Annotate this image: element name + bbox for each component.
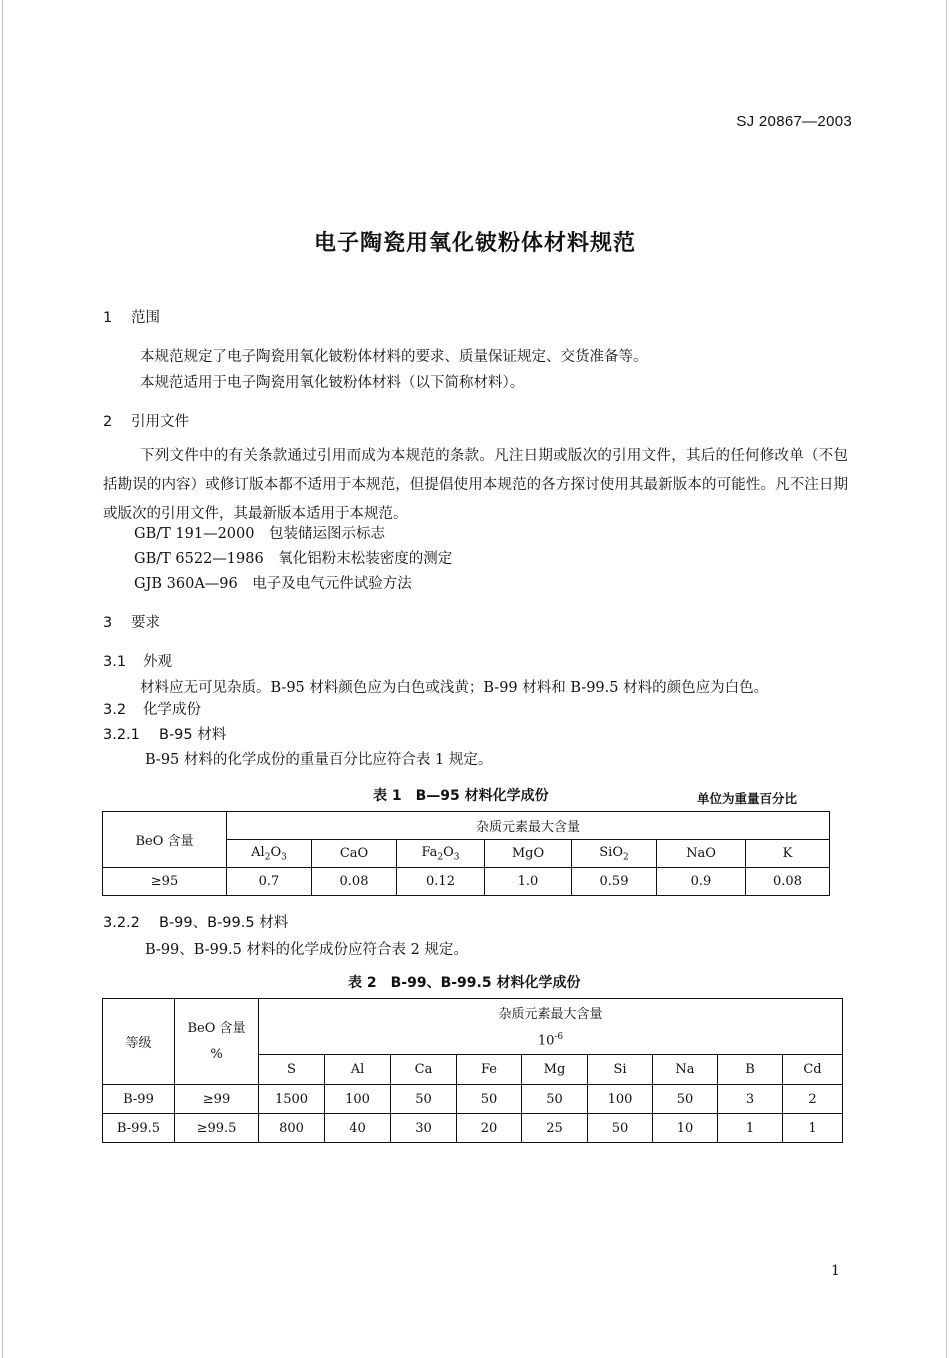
- table-1-col-nao: NaO: [657, 840, 746, 868]
- table-1-col-cao: CaO: [312, 840, 397, 868]
- table-2-cell-grade: B-99.5: [103, 1114, 175, 1143]
- table-1: [102, 811, 830, 896]
- table-2-col-b: B: [718, 1055, 783, 1085]
- table-2-cell-beo: ≥99: [175, 1085, 259, 1114]
- table-1-cell: 0.9: [657, 868, 746, 896]
- table-1-cell: 0.59: [572, 868, 657, 896]
- table-1-col-fa2o3: $Fa_2O_3$: [397, 840, 485, 868]
- table-1-beo-header: BeO 含量: [103, 812, 227, 868]
- table-1-unit: 单位为重量百分比: [697, 791, 798, 806]
- table-2-col-fe: Fe: [457, 1055, 522, 1085]
- table-1-col-mgo: MgO: [485, 840, 572, 868]
- section-title: 引用文件: [131, 414, 189, 430]
- table-2-cell: 2: [783, 1085, 843, 1114]
- table-2-cell: 50: [522, 1085, 588, 1114]
- table-2-col-al: Al: [325, 1055, 391, 1085]
- table-2-col-s: S: [259, 1055, 325, 1085]
- section-title: 外观: [143, 654, 172, 670]
- table-2-cell: 50: [653, 1085, 718, 1114]
- reference-name: 氧化铝粉末松装密度的测定: [278, 551, 453, 567]
- table-row: [103, 1114, 843, 1143]
- section-1-paragraph-2: 本规范适用于电子陶瓷用氧化铍粉体材料（以下简称材料）。: [140, 375, 525, 391]
- section-title: 要求: [131, 615, 160, 631]
- table-2-col-cd: Cd: [783, 1055, 843, 1085]
- reference-code: GB/T 6522—1986: [134, 551, 264, 567]
- table-2-caption: 表 2 B-99、B-99.5 材料化学成份: [348, 975, 581, 991]
- table-1-cell-beo: ≥95: [103, 868, 227, 896]
- section-3-1-heading: [103, 650, 172, 671]
- section-3-2-2-text: B-99、B-99.5 材料的化学成份应符合表 2 规定。: [145, 942, 468, 958]
- table-2-cell: 50: [391, 1085, 457, 1114]
- reference-name: 包装储运图示标志: [268, 526, 385, 542]
- table-1-col-k: K: [746, 840, 830, 868]
- table-row: [103, 1085, 843, 1114]
- table-2-cell: 50: [457, 1085, 522, 1114]
- section-3-2-heading: [103, 698, 201, 719]
- table-2-cell: 40: [325, 1114, 391, 1143]
- section-title: B-95 材料: [159, 727, 227, 743]
- section-3-1-text: 材料应无可见杂质。B-95 材料颜色应为白色或浅黄；B-99 材料和 B-99.5 材料的颜色应为白色。: [140, 680, 769, 696]
- table-2-group-unit: $10^{-6}$: [259, 1027, 843, 1055]
- section-number: 3.2.1: [103, 727, 140, 743]
- section-2-paragraph: 下列文件中的有关条款通过引用而成为本规范的条款。凡注日期或版次的引用文件，其后的任何修改单（不包括勘误的内容）或修订版本都不适用于本规范，但提倡使用本规范的各方探讨使用其最新版本的可能性。凡不注日期或版次的引用文件，其最新版本适用于本规范。: [103, 448, 848, 522]
- reference-code: GB/T 191—2000: [134, 526, 255, 542]
- page-edge-left: [2, 0, 3, 1358]
- reference-1: [134, 522, 385, 543]
- table-2-cell: 50: [588, 1114, 653, 1143]
- table-2-col-si: Si: [588, 1055, 653, 1085]
- table-2-beo-header: BeO 含量 %: [175, 999, 259, 1085]
- section-title: 化学成份: [143, 702, 201, 718]
- document-title: 电子陶瓷用氧化铍粉体材料规范: [313, 231, 636, 256]
- section-3-2-1-heading: [103, 723, 226, 744]
- table-1-cell: 1.0: [485, 868, 572, 896]
- section-title: 范围: [131, 310, 160, 326]
- table-1-group-header: 杂质元素最大含量: [227, 812, 830, 840]
- table-1-cell: 0.7: [227, 868, 312, 896]
- table-2-col-na: Na: [653, 1055, 718, 1085]
- section-3-2-2-heading: [103, 911, 288, 932]
- section-number: 3.2: [103, 702, 127, 718]
- table-2-col-ca: Ca: [391, 1055, 457, 1085]
- section-2-heading: [103, 410, 189, 431]
- table-2-cell-beo: ≥99.5: [175, 1114, 259, 1143]
- table-2-cell: 3: [718, 1085, 783, 1114]
- table-1-cell: 0.08: [746, 868, 830, 896]
- reference-code: GJB 360A—96: [134, 576, 238, 592]
- section-3-2-1-text: B-95 材料的化学成份的重量百分比应符合表 1 规定。: [145, 752, 493, 768]
- reference-2: [134, 547, 452, 568]
- reference-3: [134, 572, 412, 593]
- section-1-paragraph-1: 本规范规定了电子陶瓷用氧化铍粉体材料的要求、质量保证规定、交货准备等。: [140, 349, 648, 365]
- reference-name: 电子及电气元件试验方法: [252, 576, 412, 592]
- table-2-cell: 25: [522, 1114, 588, 1143]
- table-2-cell: 1: [718, 1114, 783, 1143]
- section-number: 3.1: [103, 654, 127, 670]
- section-1-heading: [103, 306, 160, 327]
- section-title: B-99、B-99.5 材料: [159, 915, 289, 931]
- table-row: [103, 868, 830, 896]
- section-number: 2: [103, 414, 113, 430]
- page-edge-right: [946, 0, 947, 1358]
- section-number: 3: [103, 615, 113, 631]
- page-number: 1: [831, 1263, 840, 1279]
- table-2-cell: 100: [588, 1085, 653, 1114]
- table-2-group-header: 杂质元素最大含量: [259, 999, 843, 1027]
- table-1-cell: 0.08: [312, 868, 397, 896]
- table-2-cell: 1500: [259, 1085, 325, 1114]
- table-2-cell: 800: [259, 1114, 325, 1143]
- table-2-cell: 20: [457, 1114, 522, 1143]
- table-1-col-al2o3: $Al_2O_3$: [227, 840, 312, 868]
- section-number: 1: [103, 310, 113, 326]
- table-1-cell: 0.12: [397, 868, 485, 896]
- table-2-cell: 100: [325, 1085, 391, 1114]
- table-2-col-mg: Mg: [522, 1055, 588, 1085]
- section-number: 3.2.2: [103, 915, 140, 931]
- table-2-cell: 10: [653, 1114, 718, 1143]
- table-2-cell: 1: [783, 1114, 843, 1143]
- table-1-col-sio2: SiO$_2$: [572, 840, 657, 868]
- table-2-cell-grade: B-99: [103, 1085, 175, 1114]
- section-3-heading: [103, 611, 160, 632]
- document-number: SJ 20867—2003: [736, 113, 852, 130]
- table-2-cell: 30: [391, 1114, 457, 1143]
- table-1-caption: 表 1 B—95 材料化学成份: [373, 788, 549, 804]
- table-2-grade-header: 等级: [103, 999, 175, 1085]
- table-2: [102, 998, 843, 1143]
